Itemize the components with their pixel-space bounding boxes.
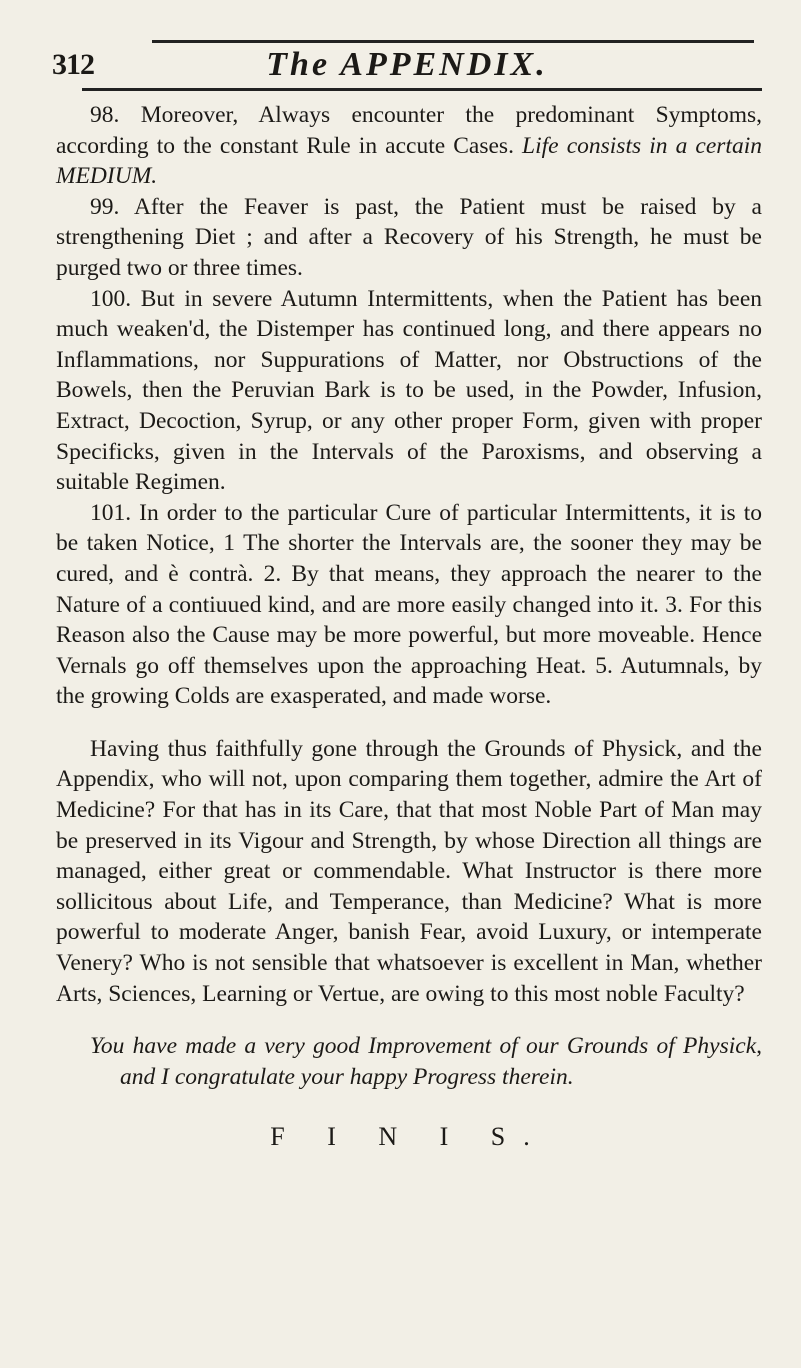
conclusion-paragraph: Having thus faithfully gone through the Grounds of Physick, and the Appendix, who will not, upon comparing them together, admire the Art of Medicine? For that has in its Care, that that most Noble Part of Man may be preserved in its Vigour and Strength, by whose Direction all things are managed, either great or commendable. What Instructor is there more sollicitous about Life, and Temperance, than Medicine? What is more powerful to moderate Anger, banish Fear, avoid Luxury, or intemperate Venery? Who is not sensible that whatsoever is excellent in Man, whether Arts, Sciences, Learning or Vertue, are owing to this most noble Faculty? [56,735,762,1007]
paragraph-99: 99. After the Feaver is past, the Patient must be raised by a strengthening Diet ; and after a Recovery of his Strength, he must be purged two or three times. [56,193,762,281]
page-number: 312 [52,48,94,81]
paragraph-100: 100. But in severe Autumn Intermittents, when the Patient has been much weaken'd, the Distemper has continued long, and there appears no Inflammations, nor Suppurations of Matter, nor Obstructions of the Bowels, then the Peruvian Bark is to be used, in the Powder, Infusion, Extract, Decoction, Syrup, or any other proper Form, given with proper Specificks, given in the Intervals of the Paroxisms, and observing a suitable Regimen. [56,285,762,496]
header-rule-bottom [82,88,762,91]
closing-remark-text: You have made a very good Improvement of our Grounds of Physick, and I congratulate your happy Progress therein. [90,1033,762,1090]
paragraph-98 [56,100,762,192]
body-text [56,100,762,1153]
section-gap-2 [56,1009,762,1031]
page-header [52,40,762,88]
closing-remark [90,1031,762,1092]
header-rule-top [152,40,754,43]
paragraph-98-italic: Life consists in a certain MEDIUM. [56,132,762,190]
section-gap [56,712,762,734]
paragraph-98-text: 98. Moreover, Always encounter the predominant Symptoms, according to the constant Rule in accute Cases. [56,102,762,159]
running-head: The APPENDIX. [266,46,548,83]
finis: F I N I S. [270,1122,548,1152]
paragraph-101: 101. In order to the particular Cure of particular Intermittents, it is to be taken Notice, 1 The shorter the Intervals are, the sooner they may be cured, and è contrà. 2. By that means, they approach the nearer to the Nature of a contiuued kind, and are more easily changed into it. 3. For this Reason also the Cause may be more powerful, but more moveable. Hence Vernals go off themselves upon the approaching Heat. 5. Autumnals, by the growing Colds are exasperated, and made worse. [56,499,762,710]
